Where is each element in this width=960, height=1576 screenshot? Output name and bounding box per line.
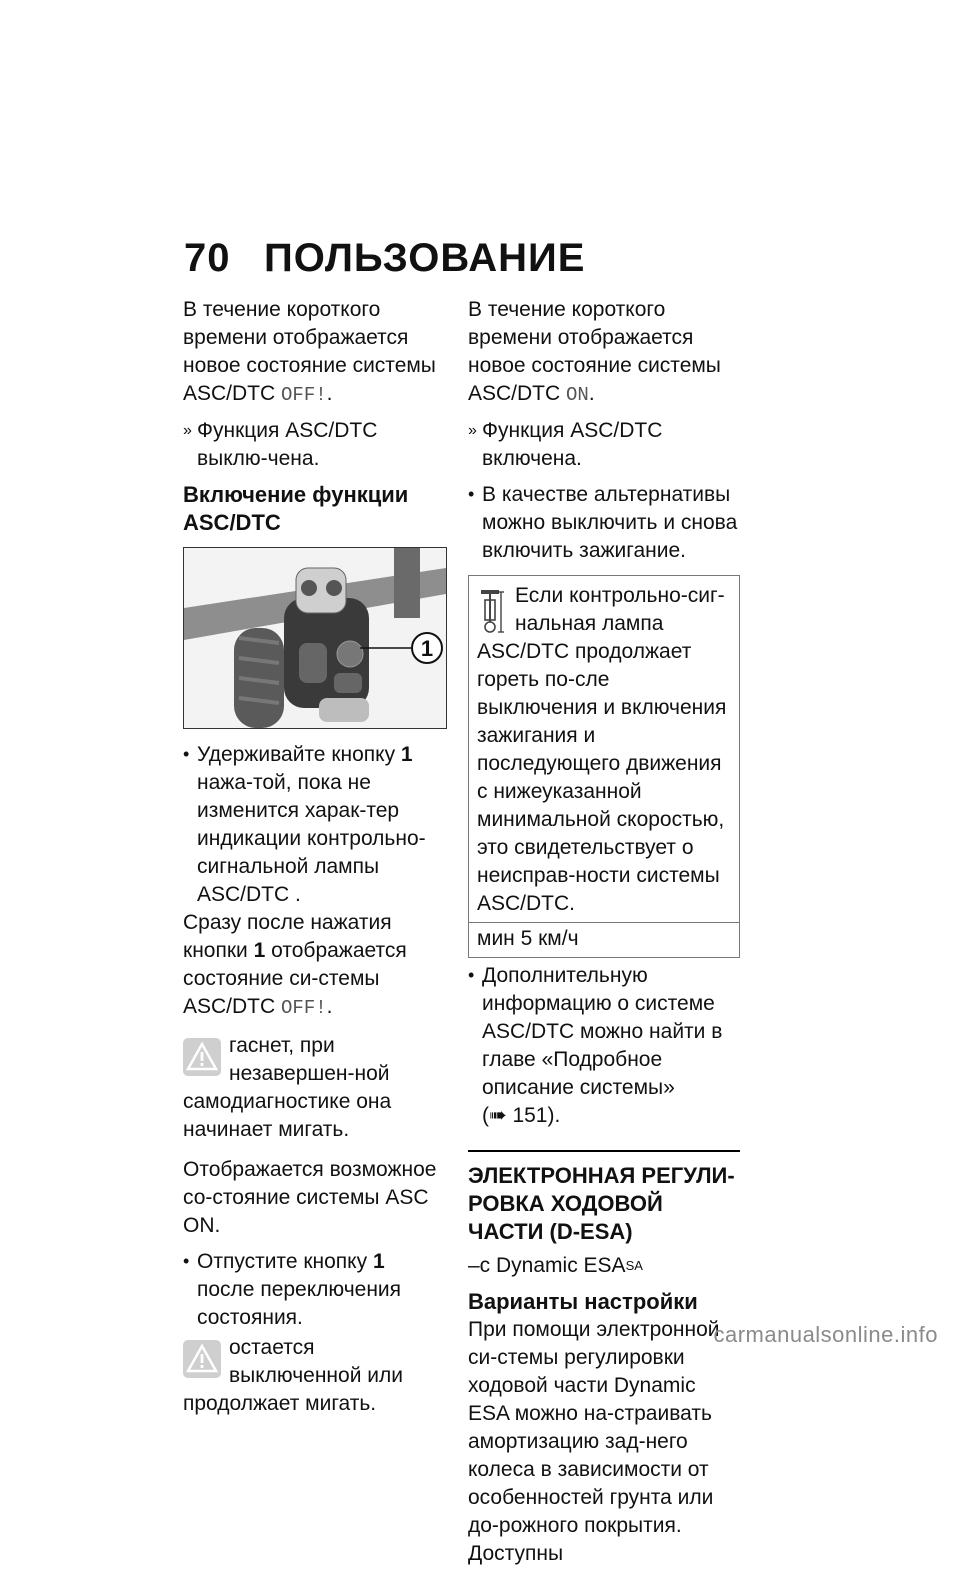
option-line: –с Dynamic $ESA^{SA}$ (468, 1254, 643, 1277)
page-reference[interactable]: (➠ 151). (482, 1104, 561, 1127)
display-code: OFF! (281, 384, 327, 406)
warning-note: остается выключенной или продолжает мигать. (183, 1336, 403, 1415)
result-line: » Функция ASC/DTC выклю-чена. (183, 419, 378, 470)
section-title: ЭЛЕКТРОННАЯ РЕГУЛИ-РОВКА ХОДОВОЙ ЧАСТИ (D-ESA) (468, 1150, 740, 1246)
option-superscript: SA (625, 1258, 643, 1273)
bullet-dot-icon: • (468, 965, 475, 985)
right-column (468, 296, 740, 1576)
list-item: • Отпустите кнопку 1 после переключения состояния. (183, 1248, 443, 1332)
watermark: carmanualsonline.info (713, 1322, 938, 1347)
info-box-footer: мин 5 км/ч (469, 922, 739, 957)
paragraph: В течение короткого времени отображается новое состояние системы ASC/DTC OFF!. (183, 298, 436, 406)
warning-note: гаснет, при незавершен-ной самодиагностике она начинает мигать. (183, 1034, 392, 1141)
bullet-dot-icon: • (183, 1251, 190, 1271)
result-arrow-icon: » (468, 422, 477, 439)
paragraph: Сразу после нажатия кнопки 1 отображается состояние си-стемы ASC/DTC OFF!. (183, 911, 407, 1019)
info-box-body: Если контрольно-сиг-нальная лампа ASC/DTC продолжает гореть по-сле выключения и включения зажигания и последующего движения с нижеуказанной минимальной скоростью, это свидетельствует о неисправ-ности системы ASC/DTC. (477, 584, 727, 915)
handlebar-switch-photo (183, 547, 447, 729)
display-code: ON (566, 384, 589, 406)
bullet-dot-icon: • (468, 484, 475, 504)
subheading: Варианты настройки (468, 1289, 698, 1314)
info-box (468, 575, 740, 958)
display-code: OFF! (281, 997, 327, 1019)
list-item: • Дополнительную информацию о системе ASC/DTC можно найти в главе «Подробное описание системы» (➠ 151). (468, 962, 740, 1130)
paragraph: Отображается возможное со-стояние системы ASC ON. (183, 1158, 437, 1237)
warning-lamp-icon (183, 1340, 221, 1378)
result-line: » Функция ASC/DTC включена. (468, 419, 663, 470)
temperature-gauge-icon (479, 586, 505, 636)
subheading: Включение функции ASC/DTC (183, 482, 409, 535)
result-arrow-icon: » (183, 422, 192, 439)
list-item: • Удерживайте кнопку 1 нажа-той, пока не изменится харак-тер индикации контрольно-сигнальной лампы ASC/DTC . (183, 741, 443, 909)
warning-lamp-icon (183, 1038, 221, 1076)
bullet-dot-icon: • (183, 744, 190, 764)
page-number: 70 (184, 236, 231, 280)
paragraph: При помощи электронной си-стемы регулировки ходовой части Dynamic ESA можно на-страивать амортизацию зад-него колеса в зависимости от особенностей грунта или до-рожного покрытия. Доступны (468, 1318, 720, 1565)
list-item: • В качестве альтернативы можно выключить и снова включить зажигание. (468, 481, 740, 565)
page-header (184, 236, 744, 286)
callout-label: 1 (420, 636, 434, 661)
left-column (183, 296, 443, 1430)
page-ref-arrow-icon: ➠ (489, 1104, 507, 1127)
page-title: ПОЛЬЗОВАНИЕ (264, 236, 586, 280)
paragraph: В течение короткого времени отображается новое состояние системы ASC/DTC ON. (468, 298, 721, 406)
